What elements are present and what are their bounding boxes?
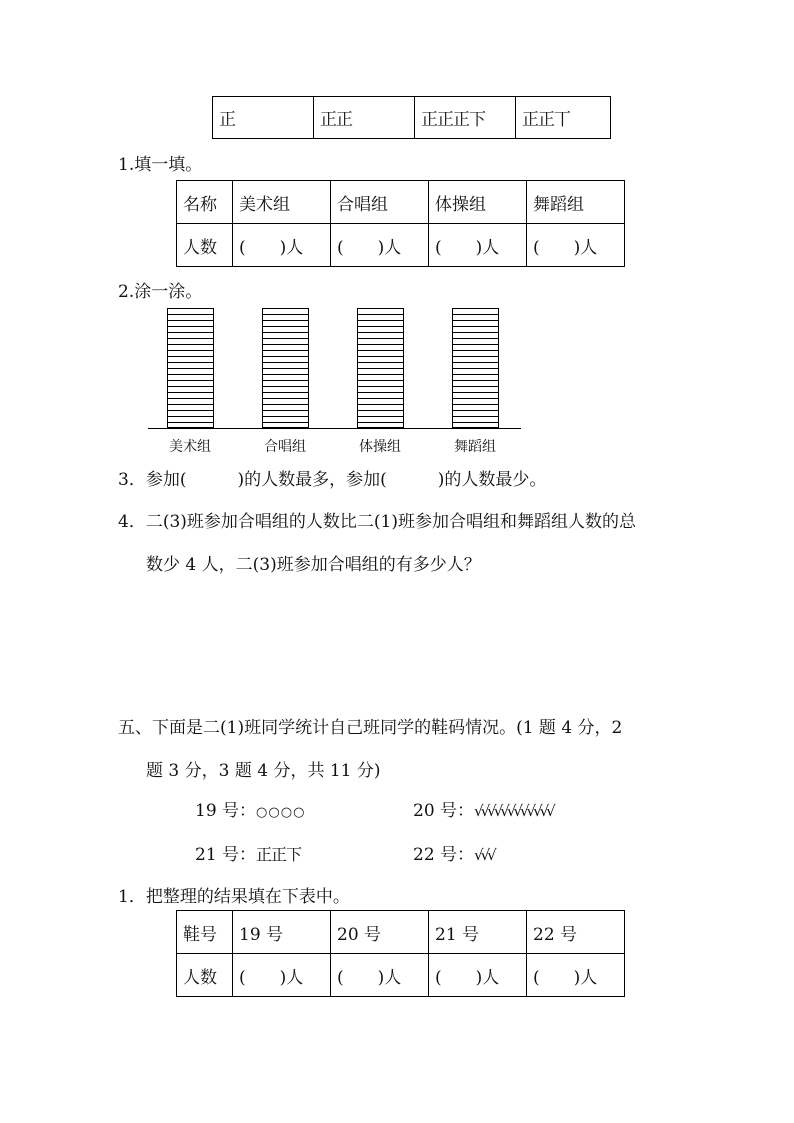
shoe-20-marks: √√√√√√√√√√√√ <box>474 802 553 820</box>
q5-1-header-0: 鞋号 <box>177 911 233 954</box>
q1-blank-2[interactable]: ( )人 <box>331 224 429 267</box>
bar-label-ticao: 体操组 <box>359 439 401 455</box>
q5-1-blank-1[interactable]: ( )人 <box>233 954 331 997</box>
shoe-19 <box>195 796 305 821</box>
shoe-21-marks: 正正下 <box>256 845 302 864</box>
shoe-21 <box>195 840 301 865</box>
shoe-20 <box>413 796 553 821</box>
shoe-21-label: 21 号： <box>195 845 257 865</box>
q1-header-0: 名称 <box>177 181 233 224</box>
q5-1-blank-4[interactable]: ( )人 <box>527 954 625 997</box>
bar-meishu[interactable] <box>167 308 214 428</box>
q2-title: 2.涂一涂。 <box>118 282 203 302</box>
bar-hechang[interactable] <box>262 308 309 428</box>
bar-label-wudao: 舞蹈组 <box>454 439 496 455</box>
q1-header-3: 体操组 <box>429 181 527 224</box>
shoe-22-marks: √√√ <box>474 846 494 864</box>
bar-wudao[interactable] <box>452 308 499 428</box>
q5-1-blank-3[interactable]: ( )人 <box>429 954 527 997</box>
q1-header-4: 舞蹈组 <box>527 181 625 224</box>
tally-cell-2: 正正 <box>314 97 415 139</box>
q1-blank-1[interactable]: ( )人 <box>233 224 331 267</box>
q5-1-header-1: 19 号 <box>233 911 331 954</box>
shoe-22-label: 22 号： <box>413 845 475 865</box>
q4-line2: 数少 4 人，二(3)班参加合唱组的有多少人？ <box>146 555 481 575</box>
q5-1-table <box>176 910 625 997</box>
bar-label-hechang: 合唱组 <box>264 439 306 455</box>
tally-table <box>212 96 611 139</box>
tally-cell-4: 正正丅 <box>516 97 611 139</box>
q1-blank-4[interactable]: ( )人 <box>527 224 625 267</box>
q4-line1: 4．二(3)班参加合唱组的人数比二(1)班参加合唱组和舞蹈组人数的总 <box>118 512 636 532</box>
tally-cell-1: 正 <box>213 97 314 139</box>
q5-1-header-2: 20 号 <box>331 911 429 954</box>
shoe-19-label: 19 号： <box>195 801 257 821</box>
q1-table <box>176 180 625 267</box>
q1-blank-3[interactable]: ( )人 <box>429 224 527 267</box>
q5-1-header-4: 22 号 <box>527 911 625 954</box>
q1-title: 1.填一填。 <box>118 155 203 175</box>
bar-ticao[interactable] <box>357 308 404 428</box>
q3-text: 3．参加( )的人数最多，参加( )的人数最少。 <box>118 470 547 490</box>
tally-cell-3: 正正正下 <box>415 97 516 139</box>
q5-1-title: 1．把整理的结果填在下表中。 <box>118 887 350 907</box>
q1-header-1: 美术组 <box>233 181 331 224</box>
section5-line2: 题 3 分，3 题 4 分，共 11 分) <box>146 761 381 781</box>
section5-line1: 五、下面是二(1)班同学统计自己班同学的鞋码情况。(1 题 4 分，2 <box>118 718 623 738</box>
q1-row-label: 人数 <box>177 224 233 267</box>
q5-1-row-label: 人数 <box>177 954 233 997</box>
shoe-22 <box>413 840 494 865</box>
shoe-20-label: 20 号： <box>413 801 475 821</box>
shoe-19-marks: ○○○○ <box>256 805 306 820</box>
bar-label-meishu: 美术组 <box>169 439 211 455</box>
q5-1-blank-2[interactable]: ( )人 <box>331 954 429 997</box>
q5-1-header-3: 21 号 <box>429 911 527 954</box>
q1-header-2: 合唱组 <box>331 181 429 224</box>
x-axis-line <box>148 428 521 429</box>
